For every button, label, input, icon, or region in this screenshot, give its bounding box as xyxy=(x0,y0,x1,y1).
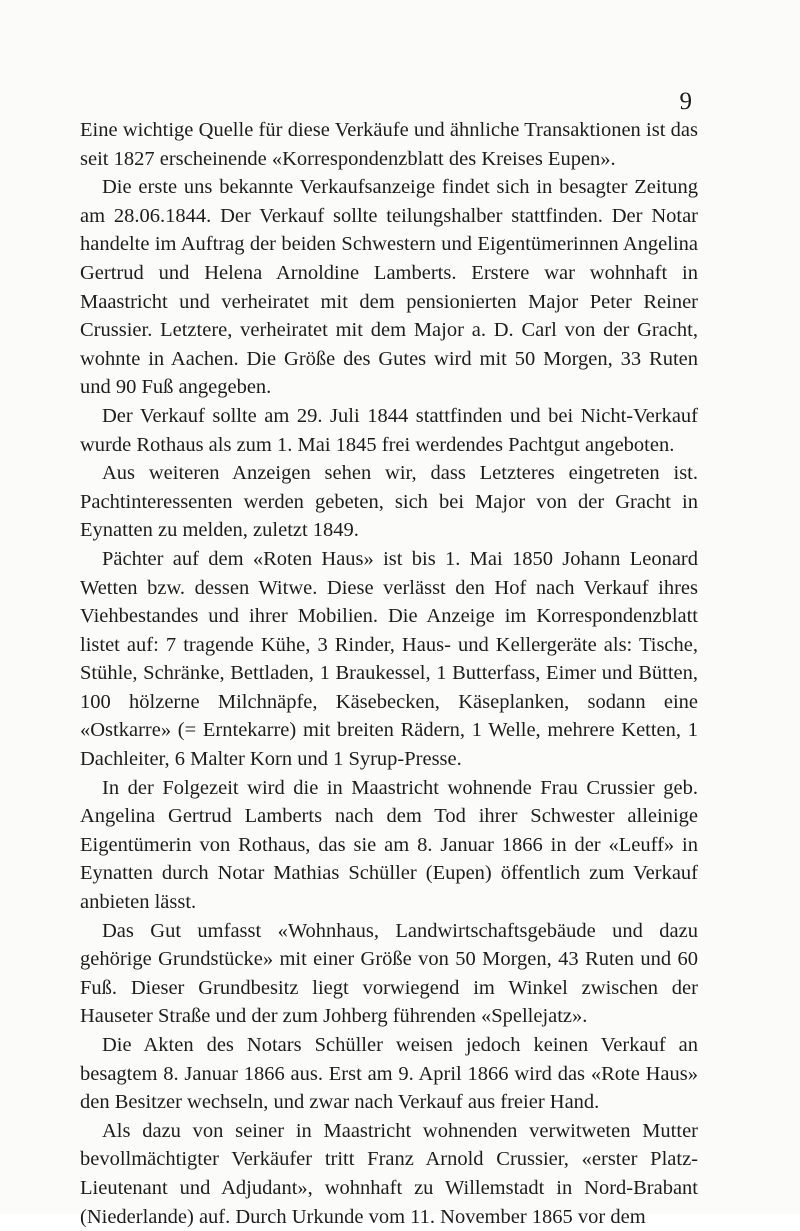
paragraph: Als dazu von seiner in Maastricht wohnenden verwitweten Mutter bevollmächtigter Verkäufer tritt Franz Arnold Crussier, «erster Platz-Lieutenant und Adjudant», wohnhaft zu Willemstadt in Nord-Brabant (Niederlande) auf. Durch Urkunde vom 11. November 1865 vor dem xyxy=(80,1119,698,1228)
paragraph: Die Akten des Notars Schüller weisen jedoch keinen Verkauf an besagtem 8. Januar 1866 aus. Erst am 9. April 1866 wird das «Rote Haus» den Besitzer wechseln, und zwar nach Verkauf aus freier Hand. xyxy=(80,1034,698,1114)
paragraph: Das Gut umfasst «Wohnhaus, Landwirtschaftsgebäude und dazu gehörige Grundstücke» mit einer Größe von 50 Morgen, 43 Ruten und 60 Fuß. Dieser Grundbesitz liegt vorwiegend im Winkel zwischen der Hauseter Straße und der zum Johberg führenden «Spellejatz». xyxy=(80,919,698,1028)
paragraph: Der Verkauf sollte am 29. Juli 1844 stattfinden und bei Nicht-Verkauf wurde Rothaus als zum 1. Mai 1845 frei werdendes Pachtgut angeboten. xyxy=(80,404,698,456)
paragraph: Eine wichtige Quelle für diese Verkäufe und ähnliche Transaktionen ist das seit 1827 erscheinende «Korrespondenzblatt des Kreises Eupen». xyxy=(80,119,698,170)
paragraph: In der Folgezeit wird die in Maastricht wohnende Frau Crussier geb. Angelina Gertrud Lamberts nach dem Tod ihrer Schwester alleinige Eigentümerin von Rothaus, das sie am 8. Januar 1866 in der «Leuff» in Eynatten durch Notar Mathias Schüller (Eupen) öffentlich zum Verkauf anbieten lässt. xyxy=(80,776,698,914)
paragraph: Pächter auf dem «Roten Haus» ist bis 1. Mai 1850 Johann Leonard Wetten bzw. dessen Witwe. Diese verlässt den Hof nach Verkauf ihres Viehbestandes und ihrer Mobilien. Die Anzeige im Korrespondenzblatt listet auf: 7 tragende Kühe, 3 Rinder, Haus- und Kellergeräte als: Tische, Stühle, Schränke, Bettladen, 1 Braukessel, 1 Butterfass, Eimer und Bütten, 100 hölzerne Milchnäpfe, Käsebecken, Käseplanken, sodann eine «Ostkarre» (= Erntekarre) mit breiten Rädern, 1 Welle, mehrere Ketten, 1 Dachleiter, 6 Malter Korn und 1 Syrup-Presse. xyxy=(80,547,698,771)
body-text xyxy=(80,116,698,1231)
paragraph: Aus weiteren Anzeigen sehen wir, dass Letzteres eingetreten ist. Pachtinteressenten werden gebeten, sich bei Major von der Gracht in Eynatten zu melden, zuletzt 1849. xyxy=(80,462,698,542)
paragraph: Die erste uns bekannte Verkaufsanzeige findet sich in besagter Zeitung am 28.06.1844. Der Verkauf sollte teilungshalber stattfinden. Der Notar handelte im Auftrag der beiden Schwestern und Eigentümerinnen Angelina Gertrud und Helena Arnoldine Lamberts. Erstere war wohnhaft in Maastricht und verheiratet mit dem pensionierten Major Peter Reiner Crussier. Letztere, verheiratet mit dem Major a. D. Carl von der Gracht, wohnte in Aachen. Die Größe des Gutes wird mit 50 Morgen, 33 Ruten und 90 Fuß angegeben. xyxy=(80,176,698,399)
page-number: 9 xyxy=(679,88,692,115)
